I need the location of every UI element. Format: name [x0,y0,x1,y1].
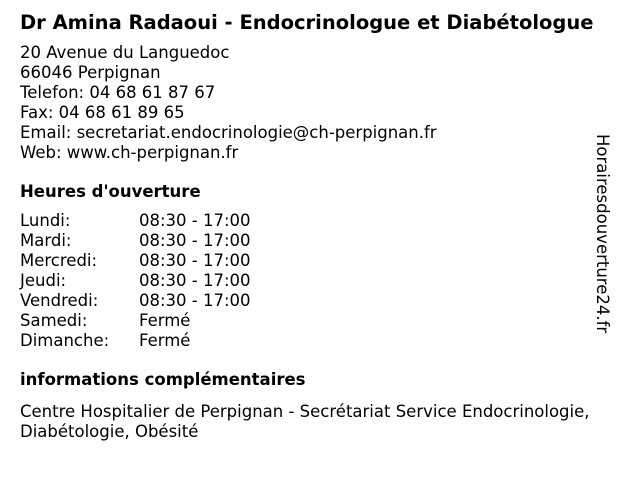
city-address: 66046 Perpignan [20,63,161,82]
opening-hours-table [20,211,620,351]
day-label: Mercredi: [20,251,98,270]
hours-row-sunday [20,331,620,351]
day-label: Lundi: [20,211,71,230]
time-value: Fermé [139,311,191,330]
additional-info-text: Centre Hospitalier de Perpignan - Secrétariat Service Endocrinologie, Diabétologie, Obésité [20,402,590,441]
time-value: Fermé [139,331,191,350]
hours-row-friday [20,291,620,311]
day-label: Samedi: [20,311,88,330]
contact-block [20,43,620,163]
hours-row-saturday [20,311,620,331]
hours-row-tuesday [20,231,620,251]
opening-hours-heading: Heures d'ouverture [20,182,201,201]
day-label: Mardi: [20,231,72,250]
time-value: 08:30 - 17:00 [139,231,251,250]
hours-row-thursday [20,271,620,291]
website-link[interactable]: Web: www.ch-perpignan.fr [20,143,239,162]
additional-info-heading: informations complémentaires [20,370,306,389]
hours-row-monday [20,211,620,231]
fax-number: Fax: 04 68 61 89 65 [20,103,185,122]
time-value: 08:30 - 17:00 [139,271,251,290]
day-label: Dimanche: [20,331,110,350]
hours-row-wednesday [20,251,620,271]
email-address[interactable]: Email: secretariat.endocrinologie@ch-perpignan.fr [20,123,437,142]
doctor-title: Dr Amina Radaoui - Endocrinologue et Diabétologue [20,11,594,34]
street-address: 20 Avenue du Languedoc [20,43,230,62]
phone-number[interactable]: Telefon: 04 68 61 87 67 [20,83,216,102]
time-value: 08:30 - 17:00 [139,211,251,230]
day-label: Jeudi: [20,271,67,290]
day-label: Vendredi: [20,291,99,310]
time-value: 08:30 - 17:00 [139,291,251,310]
time-value: 08:30 - 17:00 [139,251,251,270]
practice-card [20,10,620,442]
site-credit: Horairesdouverture24.fr [593,134,612,334]
